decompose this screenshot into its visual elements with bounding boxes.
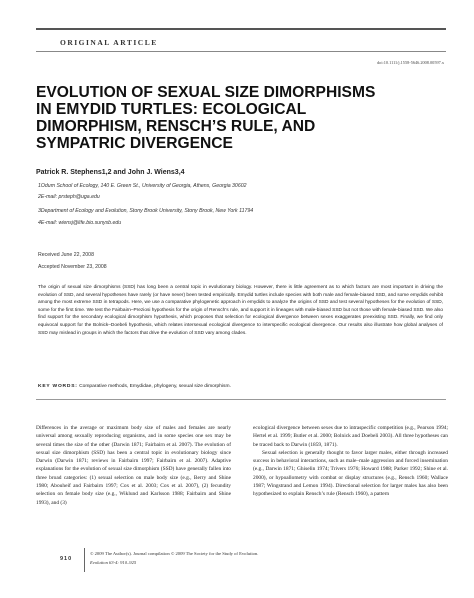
affiliation-email: 2E-mail: prsteph@uga.edu bbox=[38, 194, 100, 200]
footer-citation: Evolution 63-4: 910–925 bbox=[90, 560, 137, 565]
received-date: Received June 22, 2008 bbox=[38, 252, 94, 258]
accepted-date: Accepted November 23, 2008 bbox=[38, 264, 107, 270]
page-number: 910 bbox=[60, 556, 73, 562]
title-line: SYMPATRIC DIVERGENCE bbox=[36, 135, 233, 152]
footer-copyright: © 2009 The Author(s). Journal compilation © 2009 The Society for the Study of Evolution. bbox=[90, 551, 259, 556]
body-paragraph: Sexual selection is generally thought to favor larger males, either through increased success in behavioral interactions, such as male–male aggression and forced insemination (e.g., Darwin 1871; Ghiselin 1974; Trivers 1976; Howard 1988; Parker 1992; Shine et al. 2000), or hypoallometry with combat or display structures (e.g., Rensch 1960; Wallace 1987; Wingstrand and Lemon 1994). Directional selection for larger males has also been hypothesized to explain Rensch’s rule (Rensch 1960), a pattern bbox=[253, 449, 448, 498]
affiliation-email: 4E-mail: wiensj@life.bio.sunysb.edu bbox=[38, 220, 122, 226]
footer-divider bbox=[84, 548, 85, 572]
section-rule bbox=[36, 51, 446, 52]
abstract: The origin of sexual size dimorphisms (SSD) has long been a central topic in evolutionary biology. However, there is little agreement as to which factors are most important in driving the evolution of SSD, and several hypotheses have rarely (or have never) been tested empirically. Emydid turtles include species with both male and female-biased SSD, and some emydids exhibit among the most extreme SSD in tetrapods. Here, we use a comparative phylogenetic approach in emydids to analyze the origins of SSD and test several hypotheses for the evolution of SSD, some for the first time. We test the Fairbairn–Preziosi hypothesis for the origin of Rensch’s rule, and support it in lineages with male-biased SSD but not those with female-biased SSD. We also find support for the secondary ecological dimorphism hypothesis, which proposes that selection for ecological divergence between sexes exaggerates preexisting SSD. Finally, we find only equivocal support for the Bolnick–Doebeli hypothesis, which relates intersexual ecological divergence to interspecific ecological divergence. Our results also illustrate how global analyses of SSD may mislead in groups in which the factors that drive the evolution of SSD vary among clades. bbox=[38, 285, 443, 336]
body-paragraph: Differences in the average or maximum body size of males and females are nearly universal among sexually reproducing organisms, and in some species one sex may be several times the size of the other (Darwin 1871; Fairbairn et al. 2007). The evolution of sexual size dimorphism (SSD) has been a central topic in evolutionary biology since Darwin (Darwin 1871; reviews in Fairbairn 1997; Fairbairn et al. 2007). Adaptive explanations for the evolution of sexual size dimorphism (SSD) have generally fallen into three broad categories: (1) sexual selection on male body size (e.g., Berry and Shine 1980; Abouheif and Fairbairn 1997; Cox et al. 2003; Cox et al. 2007), (2) fecundity selection on female body size (e.g., Wiklund and Karlsson 1988; Fairbairn and Shine 1993), and (3) bbox=[36, 425, 231, 506]
body-paragraph: ecological divergence between sexes due to intraspecific competition (e.g., Pearson 1994; Hertel et al. 1999; Butler et al. 2000; Bolnick and Doebeli 2003). All three hypotheses can be traced back to Darwin (1859, 1871). bbox=[253, 425, 448, 448]
article-title bbox=[36, 84, 446, 152]
body-column-right bbox=[253, 424, 448, 499]
authors: Patrick R. Stephens1,2 and John J. Wiens3,4 bbox=[36, 169, 185, 176]
affiliation: 3Department of Ecology and Evolution, Stony Brook University, Stony Brook, New York 11794 bbox=[38, 208, 254, 214]
keywords-rule bbox=[36, 399, 446, 400]
top-rule bbox=[36, 28, 446, 30]
doi: doi:10.1111/j.1558-5646.2008.00597.x bbox=[377, 60, 444, 65]
title-line: DIMORPHISM, RENSCH’S RULE, AND bbox=[36, 118, 316, 135]
affiliation: 1Odum School of Ecology, 140 E. Green St., University of Georgia, Athens, Georgia 30602 bbox=[38, 183, 247, 189]
section-label: ORIGINAL ARTICLE bbox=[60, 38, 158, 47]
body-column-left bbox=[36, 424, 231, 507]
title-line: EVOLUTION OF SEXUAL SIZE DIMORPHISMS bbox=[36, 84, 376, 101]
keywords bbox=[38, 384, 231, 389]
title-line: IN EMYDID TURTLES: ECOLOGICAL bbox=[36, 101, 307, 118]
keywords-text: Comparative methods, Emydidae, phylogeny, sexual size dimorphism. bbox=[79, 384, 231, 389]
keywords-label: KEY WORDS: bbox=[38, 384, 78, 389]
